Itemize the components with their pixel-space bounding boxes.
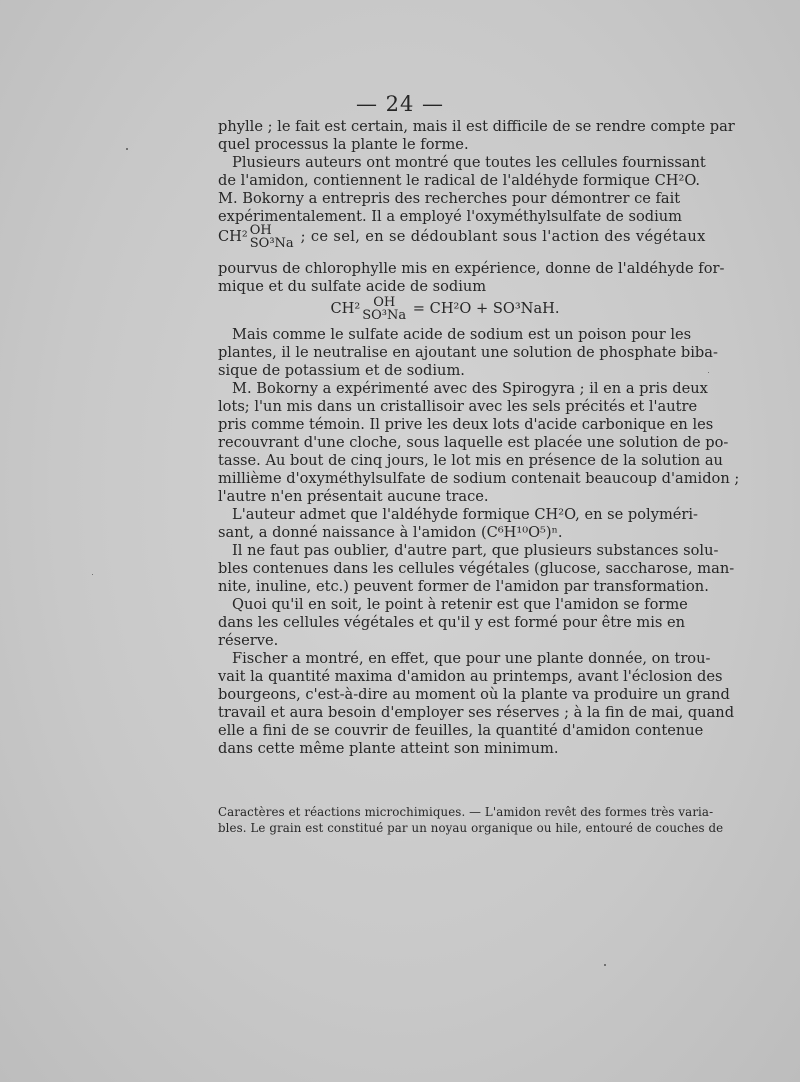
text-line: Quoi qu'il en soit, le point à retenir est que l'amidon se forme xyxy=(232,596,688,613)
text-line: bourgeons, c'est-à-dire au moment où la plante va produire un grand xyxy=(218,686,730,703)
text-line: quel processus la plante le forme. xyxy=(218,136,469,153)
formula-bottom: SO³Na xyxy=(362,308,407,323)
paragraph-6 xyxy=(218,506,698,542)
text-line: mique et du sulfate acide de sodium xyxy=(218,278,487,295)
formula-top: OH xyxy=(249,223,272,238)
paragraph-4 xyxy=(218,326,718,380)
paragraph-7 xyxy=(218,542,735,596)
formula-text: ; ce sel, en se dédoublant sous l'action des végétaux xyxy=(295,228,706,245)
text-line: réserve. xyxy=(218,632,279,649)
paper-speck xyxy=(708,372,709,373)
text-line: millième d'oxyméthylsulfate de sodium contenait beaucoup d'amidon ; xyxy=(218,470,740,487)
text-line: M. Bokorny a entrepris des recherches pour démontrer ce fait xyxy=(218,190,681,207)
paper-speck xyxy=(92,574,93,575)
formula-base: CH² xyxy=(218,228,248,245)
text-line: de l'amidon, contiennent le radical de l'aldéhyde formique CH²O. xyxy=(218,172,701,189)
text-line: pourvus de chlorophylle mis en expérience, donne de l'aldéhyde for- xyxy=(218,260,725,277)
paragraph-8 xyxy=(218,596,688,650)
paragraph-9 xyxy=(218,650,735,758)
text-line: nite, inuline, etc.) peuvent former de l'amidon par transformation. xyxy=(218,578,709,595)
text-line: elle a fini de se couvrir de feuilles, la quantité d'amidon contenue xyxy=(218,722,704,739)
text-line: Il ne faut pas oublier, d'autre part, que plusieurs substances solu- xyxy=(232,542,719,559)
text-line: sant, a donné naissance à l'amidon (C⁶H¹⁰O⁵)ⁿ. xyxy=(218,524,563,541)
text-line: lots; l'un mis dans un cristallisoir avec les sels précités et l'autre xyxy=(218,398,698,415)
page-body xyxy=(218,118,740,758)
paragraph-2 xyxy=(218,154,706,226)
text-line: dans cette même plante atteint son minimum. xyxy=(218,740,559,757)
paper-speck xyxy=(126,148,128,150)
text-line: l'autre n'en présentait aucune trace. xyxy=(218,488,489,505)
text-line: tasse. Au bout de cinq jours, le lot mis en présence de la solution au xyxy=(218,452,723,469)
text-line: M. Bokorny a expérimenté avec des Spirogyra ; il en a pris deux xyxy=(232,380,708,397)
footnote-line: bles. Le grain est constitué par un noyau organique ou hile, entouré de couches de xyxy=(218,821,724,835)
text-line: L'auteur admet que l'aldéhyde formique CH²O, en se polyméri- xyxy=(232,506,698,523)
text-line: sique de potassium et de sodium. xyxy=(218,362,465,379)
text-line: expérimentalement. Il a employé l'oxyméthylsulfate de sodium xyxy=(218,208,682,225)
text-line: travail et aura besoin d'employer ses réserves ; à la fin de mai, quand xyxy=(218,704,735,721)
text-line: Plusieurs auteurs ont montré que toutes les cellules fournissant xyxy=(232,154,706,171)
text-line: plantes, il le neutralise en ajoutant une solution de phosphate biba- xyxy=(218,344,718,361)
formula-line xyxy=(218,223,706,260)
text-line: Mais comme le sulfate acide de sodium est un poison pour les xyxy=(232,326,692,343)
footnote-line: Caractères et réactions microchimiques. — L'amidon revêt des formes très varia- xyxy=(218,805,714,819)
text-line: bles contenues dans les cellules végétales (glucose, saccharose, man- xyxy=(218,560,735,577)
formula-fraction xyxy=(362,296,406,322)
text-line: phylle ; le fait est certain, mais il est difficile de se rendre compte par xyxy=(218,118,735,135)
formula-bottom: SO³Na xyxy=(249,236,294,251)
formula-fraction xyxy=(250,224,294,250)
paragraph-1 xyxy=(218,118,735,154)
paper-speck xyxy=(604,964,606,966)
text-line: recouvrant d'une cloche, sous laquelle est placée une solution de po- xyxy=(218,434,729,451)
paragraph-5 xyxy=(218,380,740,506)
text-line: dans les cellules végétales et qu'il y est formé pour être mis en xyxy=(218,614,686,631)
formula-block xyxy=(218,296,672,326)
paragraph-3 xyxy=(218,260,725,296)
text-line: pris comme témoin. Il prive les deux lots d'acide carbonique en les xyxy=(218,416,714,433)
text-line: vait la quantité maxima d'amidon au printemps, avant l'éclosion des xyxy=(218,668,723,685)
page-number: — 24 — xyxy=(355,92,445,116)
text-line: Fischer a montré, en effet, que pour une plante donnée, on trou- xyxy=(232,650,711,667)
formula-base: CH² xyxy=(330,300,361,317)
footnote xyxy=(218,804,724,836)
formula-rest: = CH²O + SO³NaH. xyxy=(408,300,560,317)
formula-top: OH xyxy=(373,295,396,310)
